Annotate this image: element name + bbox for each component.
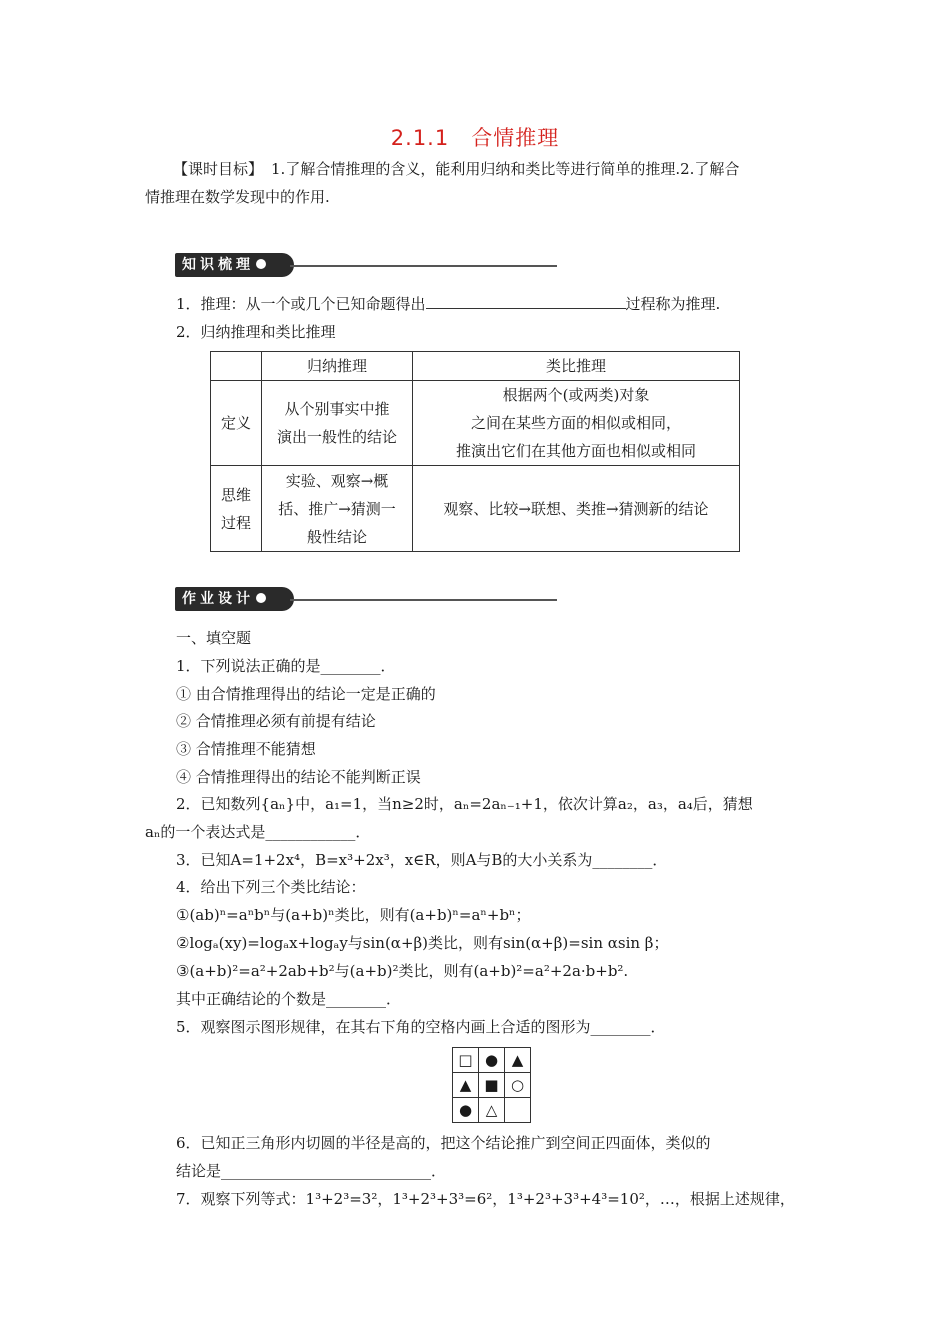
cell-line: 思维 bbox=[220, 485, 251, 504]
table-cell-analogy-definition bbox=[413, 381, 740, 466]
table-header-row bbox=[211, 352, 740, 381]
table-cell-analogy-process: 观察、比较→联想、类推→猜测新的结论 bbox=[413, 466, 740, 552]
grid-cell-square-outline-icon: □ bbox=[453, 1048, 479, 1073]
grid-cell-circle-outline-icon: ○ bbox=[505, 1073, 531, 1098]
question-1-option: ③ 合情推理不能猜想 bbox=[176, 740, 316, 758]
question-2-line-1: 2．已知数列{aₙ}中，a₁=1，当n≥2时，aₙ=2aₙ₋₁+1，依次计算a₂，a₃，a₄后，猜想 bbox=[176, 795, 753, 813]
table-row-label-process bbox=[211, 466, 262, 552]
question-4-end: 其中正确结论的个数是________． bbox=[176, 990, 402, 1008]
question-3: 3．已知A=1+2x⁴，B=x³+2x³，x∈R，则A与B的大小关系为________． bbox=[176, 851, 668, 869]
grid-cell-triangle-outline-icon: △ bbox=[479, 1098, 505, 1123]
table-row-definition bbox=[211, 381, 740, 466]
knowledge-banner bbox=[175, 253, 294, 277]
item1-prefix: 1．推理：从一个或几个已知命题得出 bbox=[176, 295, 426, 313]
page-title bbox=[0, 122, 950, 152]
cell-line: 根据两个(或两类)对象 bbox=[502, 386, 650, 404]
comparison-table bbox=[210, 351, 740, 552]
knowledge-banner-label: 知识梳理 bbox=[182, 257, 254, 273]
grid-row bbox=[453, 1048, 531, 1073]
table-row-process bbox=[211, 466, 740, 552]
objectives-line-1 bbox=[173, 156, 739, 183]
grid-row bbox=[453, 1073, 531, 1098]
item1-blank bbox=[426, 294, 626, 309]
item1-suffix: 过程称为推理. bbox=[625, 295, 721, 313]
table-row-label-definition: 定义 bbox=[211, 381, 262, 466]
cell-line: 演出一般性的结论 bbox=[276, 428, 397, 446]
homework-rule bbox=[290, 599, 557, 601]
question-5: 5．观察图示图形规律，在其右下角的空格内画上合适的图形为________． bbox=[176, 1018, 666, 1036]
table-header-empty bbox=[211, 352, 262, 381]
knowledge-item-2: 2．归纳推理和类比推理 bbox=[176, 323, 336, 341]
objectives-line-2: 情推理在数学发现中的作用. bbox=[145, 188, 330, 206]
cell-line: 括、推广→猜测一 bbox=[278, 499, 396, 518]
cell-line: 般性结论 bbox=[306, 527, 367, 546]
grid-row bbox=[453, 1098, 531, 1123]
question-4-option: ③(a+b)²=a²+2ab+b²与(a+b)²类比，则有(a+b)²=a²+2a·b+b². bbox=[176, 962, 629, 980]
objectives-label: 【课时目标】 bbox=[173, 160, 264, 178]
cell-line: 实验、观察→概 bbox=[285, 471, 389, 490]
grid-cell-triangle-filled-icon: ▲ bbox=[505, 1048, 531, 1073]
homework-section-title: 一、填空题 bbox=[176, 629, 252, 647]
table-header-induction: 归纳推理 bbox=[262, 352, 413, 381]
cell-line: 推演出它们在其他方面也相似或相同 bbox=[455, 442, 696, 460]
question-1-option: ② 合情推理必须有前提有结论 bbox=[176, 712, 376, 730]
question-4-option: ①(ab)ⁿ=aⁿbⁿ与(a+b)ⁿ类比，则有(a+b)ⁿ=aⁿ+bⁿ； bbox=[176, 906, 531, 924]
question-1-option: ④ 合情推理得出的结论不能判断正误 bbox=[176, 768, 421, 786]
question-1-option: ① 由合情推理得出的结论一定是正确的 bbox=[176, 685, 436, 703]
pattern-grid bbox=[452, 1047, 531, 1123]
knowledge-rule bbox=[290, 265, 557, 267]
grid-cell-square-filled-icon: ■ bbox=[479, 1073, 505, 1098]
homework-banner-label: 作业设计 bbox=[182, 591, 254, 607]
grid-cell-triangle-filled-icon: ▲ bbox=[453, 1073, 479, 1098]
question-7: 7．观察下列等式：1³+2³=3²，1³+2³+3³=6²，1³+2³+3³+4³=10²，…，根据上述规律， bbox=[176, 1190, 795, 1208]
banner-dot-icon bbox=[256, 593, 266, 603]
question-1: 1．下列说法正确的是________． bbox=[176, 657, 396, 675]
cell-line: 过程 bbox=[220, 513, 251, 532]
grid-cell-empty bbox=[505, 1098, 531, 1123]
knowledge-item-1 bbox=[176, 291, 720, 318]
cell-line: 之间在某些方面的相似或相同， bbox=[470, 414, 681, 432]
question-4: 4．给出下列三个类比结论： bbox=[176, 878, 366, 896]
section-title: 合情推理 bbox=[471, 126, 560, 150]
banner-dot-icon bbox=[256, 259, 266, 269]
table-cell-induction-definition bbox=[262, 381, 413, 466]
question-2-line-2: aₙ的一个表达式是____________． bbox=[145, 823, 371, 841]
question-6-line-1: 6．已知正三角形内切圆的半径是高的，把这个结论推广到空间正四面体，类似的 bbox=[176, 1134, 711, 1152]
section-number: 2.1.1 bbox=[390, 126, 450, 150]
table-header-analogy: 类比推理 bbox=[413, 352, 740, 381]
grid-cell-circle-filled-icon: ● bbox=[453, 1098, 479, 1123]
cell-line: 从个别事实中推 bbox=[284, 400, 390, 418]
table-cell-induction-process bbox=[262, 466, 413, 552]
objectives-text-1: 1.了解合情推理的含义，能利用归纳和类比等进行简单的推理.2.了解合 bbox=[271, 160, 740, 178]
question-6-line-2: 结论是____________________________． bbox=[176, 1162, 447, 1180]
grid-cell-circle-filled-icon: ● bbox=[479, 1048, 505, 1073]
homework-banner bbox=[175, 587, 294, 611]
question-4-option: ②logₐ(xy)=logₐx+logₐy与sin(α+β)类比，则有sin(α+β)=sin αsin β； bbox=[176, 934, 669, 952]
